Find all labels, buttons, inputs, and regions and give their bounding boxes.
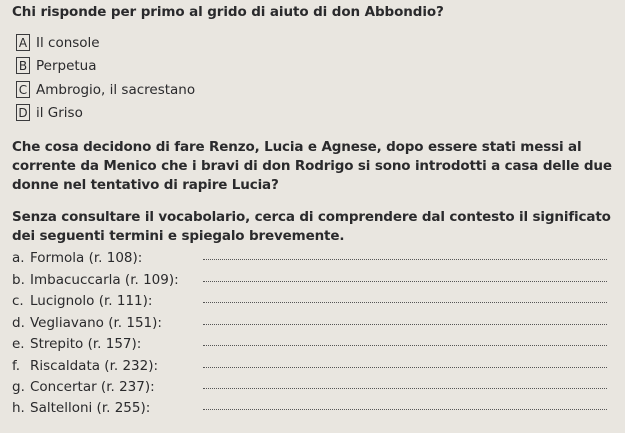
term-item	[12, 378, 155, 396]
option-text: Ambrogio, il sacrestano	[36, 81, 196, 98]
answer-line[interactable]	[203, 324, 607, 325]
term-text: Riscaldata (r. 232):	[30, 358, 159, 374]
term-text: Vegliavano (r. 151):	[30, 315, 162, 331]
term-text: Strepito (r. 157):	[30, 336, 142, 352]
question-3-text: Senza consultare il vocabolario, cerca di comprendere dal contesto il significato dei seguenti termini e spiegalo brevemente.	[12, 209, 611, 244]
term-item	[12, 271, 179, 289]
option-text: Il console	[36, 34, 100, 51]
answer-line[interactable]	[203, 259, 607, 260]
option-letter: C	[16, 81, 30, 98]
term-item	[12, 399, 150, 417]
option-text: il Griso	[36, 104, 83, 121]
answer-line[interactable]	[203, 302, 607, 303]
term-text: Formola (r. 108):	[30, 250, 143, 266]
term-marker: f.	[12, 358, 21, 374]
answer-line[interactable]	[203, 281, 607, 282]
term-text: Saltelloni (r. 255):	[30, 400, 151, 416]
term-marker: a.	[12, 250, 25, 266]
answer-line[interactable]	[203, 367, 607, 368]
option-letter: D	[16, 104, 30, 121]
answer-line[interactable]	[203, 409, 607, 410]
option-letter: A	[16, 34, 30, 51]
term-marker: e.	[12, 336, 25, 352]
option-c[interactable]	[16, 81, 195, 98]
term-text: Lucignolo (r. 111):	[30, 293, 153, 309]
term-marker: c.	[12, 293, 24, 309]
option-text: Perpetua	[36, 57, 97, 74]
option-d[interactable]	[16, 104, 83, 121]
term-item	[12, 249, 142, 267]
term-marker: b.	[12, 272, 25, 288]
answer-line[interactable]	[203, 388, 607, 389]
term-marker: g.	[12, 379, 25, 395]
question-1-title: Chi risponde per primo al grido di aiuto di don Abbondio?	[12, 4, 444, 20]
option-a[interactable]	[16, 34, 100, 51]
option-letter: B	[16, 57, 30, 74]
term-item	[12, 314, 162, 332]
term-marker: d.	[12, 315, 25, 331]
term-item	[12, 357, 158, 375]
option-b[interactable]	[16, 57, 97, 74]
question-2-text: Che cosa decidono di fare Renzo, Lucia e Agnese, dopo essere stati messi al corrente da Menico che i bravi di don Rodrigo si sono introdotti a casa delle due donne nel tentativo di rapire Lucia?	[12, 139, 612, 193]
term-text: Imbacuccarla (r. 109):	[30, 272, 179, 288]
term-item	[12, 292, 152, 310]
term-text: Concertar (r. 237):	[30, 379, 155, 395]
term-marker: h.	[12, 400, 25, 416]
answer-line[interactable]	[203, 345, 607, 346]
term-item	[12, 335, 141, 353]
